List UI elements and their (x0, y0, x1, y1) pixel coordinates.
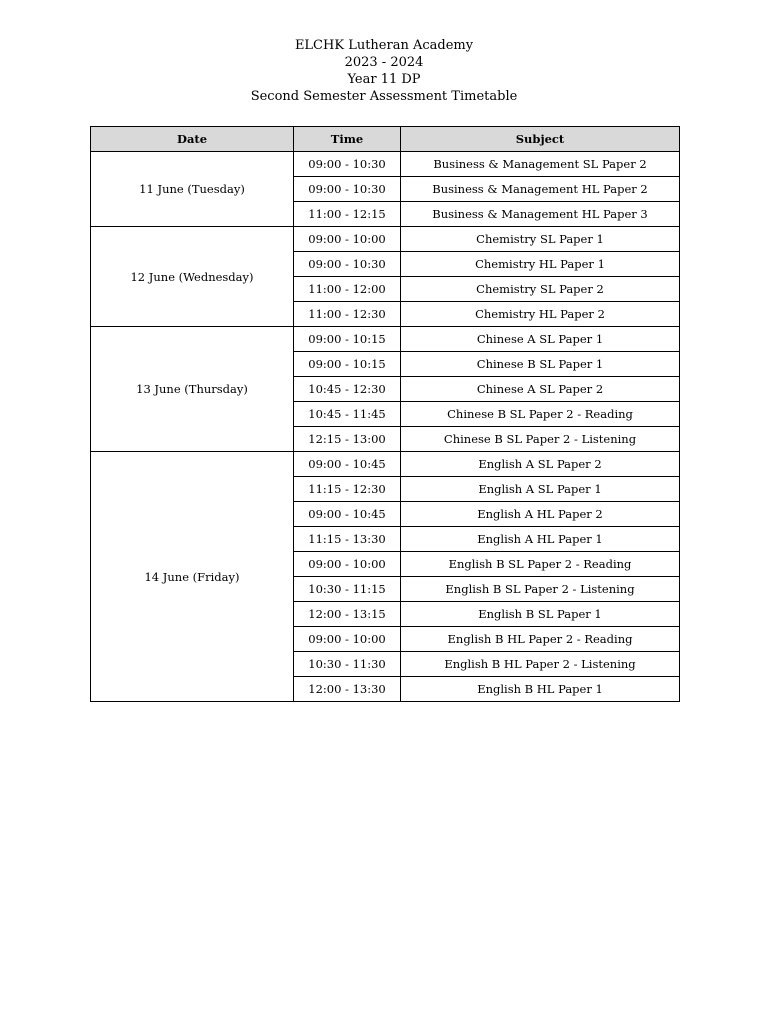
assessment-timetable (90, 126, 680, 702)
subject-cell: Chemistry SL Paper 2 (401, 277, 680, 302)
table-row (91, 152, 680, 177)
subject-cell: English A SL Paper 2 (401, 452, 680, 477)
time-cell: 09:00 - 10:45 (294, 502, 401, 527)
subject-cell: English B HL Paper 2 - Listening (401, 652, 680, 677)
column-header-subject: Subject (401, 127, 680, 152)
subject-cell: English A SL Paper 1 (401, 477, 680, 502)
time-cell: 12:15 - 13:00 (294, 427, 401, 452)
time-cell: 10:45 - 11:45 (294, 402, 401, 427)
subject-cell: English B SL Paper 1 (401, 602, 680, 627)
subject-cell: Chinese A SL Paper 1 (401, 327, 680, 352)
date-cell: 11 June (Tuesday) (91, 152, 294, 227)
time-cell: 09:00 - 10:15 (294, 327, 401, 352)
subject-cell: Chinese B SL Paper 1 (401, 352, 680, 377)
subject-cell: English A HL Paper 2 (401, 502, 680, 527)
time-cell: 09:00 - 10:15 (294, 352, 401, 377)
subject-cell: English B SL Paper 2 - Reading (401, 552, 680, 577)
subject-cell: English A HL Paper 1 (401, 527, 680, 552)
date-cell: 13 June (Thursday) (91, 327, 294, 452)
subject-cell: Chemistry HL Paper 1 (401, 252, 680, 277)
time-cell: 09:00 - 10:00 (294, 227, 401, 252)
table-row (91, 452, 680, 477)
subject-cell: Business & Management HL Paper 3 (401, 202, 680, 227)
time-cell: 12:00 - 13:15 (294, 602, 401, 627)
table-row (91, 227, 680, 252)
subject-cell: English B SL Paper 2 - Listening (401, 577, 680, 602)
header-row (91, 127, 680, 152)
document-header (0, 37, 768, 105)
subject-cell: English B HL Paper 2 - Reading (401, 627, 680, 652)
subject-cell: Business & Management SL Paper 2 (401, 152, 680, 177)
subject-cell: Business & Management HL Paper 2 (401, 177, 680, 202)
time-cell: 10:30 - 11:30 (294, 652, 401, 677)
time-cell: 11:00 - 12:30 (294, 302, 401, 327)
time-cell: 09:00 - 10:30 (294, 252, 401, 277)
timetable-title: Second Semester Assessment Timetable (250, 89, 518, 104)
time-cell: 11:15 - 13:30 (294, 527, 401, 552)
column-header-time: Time (294, 127, 401, 152)
subject-cell: English B HL Paper 1 (401, 677, 680, 702)
time-cell: 12:00 - 13:30 (294, 677, 401, 702)
academic-year: 2023 - 2024 (344, 55, 424, 70)
time-cell: 09:00 - 10:00 (294, 627, 401, 652)
timetable-body (91, 152, 680, 702)
school-name: ELCHK Lutheran Academy (294, 38, 474, 53)
time-cell: 11:15 - 12:30 (294, 477, 401, 502)
time-cell: 09:00 - 10:30 (294, 177, 401, 202)
subject-cell: Chemistry HL Paper 2 (401, 302, 680, 327)
date-cell: 14 June (Friday) (91, 452, 294, 702)
grade-level: Year 11 DP (347, 72, 421, 87)
subject-cell: Chinese B SL Paper 2 - Listening (401, 427, 680, 452)
table-row (91, 327, 680, 352)
time-cell: 09:00 - 10:30 (294, 152, 401, 177)
time-cell: 10:45 - 12:30 (294, 377, 401, 402)
subject-cell: Chinese B SL Paper 2 - Reading (401, 402, 680, 427)
time-cell: 09:00 - 10:45 (294, 452, 401, 477)
time-cell: 11:00 - 12:15 (294, 202, 401, 227)
time-cell: 10:30 - 11:15 (294, 577, 401, 602)
subject-cell: Chemistry SL Paper 1 (401, 227, 680, 252)
time-cell: 11:00 - 12:00 (294, 277, 401, 302)
time-cell: 09:00 - 10:00 (294, 552, 401, 577)
column-header-date: Date (91, 127, 294, 152)
subject-cell: Chinese A SL Paper 2 (401, 377, 680, 402)
date-cell: 12 June (Wednesday) (91, 227, 294, 327)
